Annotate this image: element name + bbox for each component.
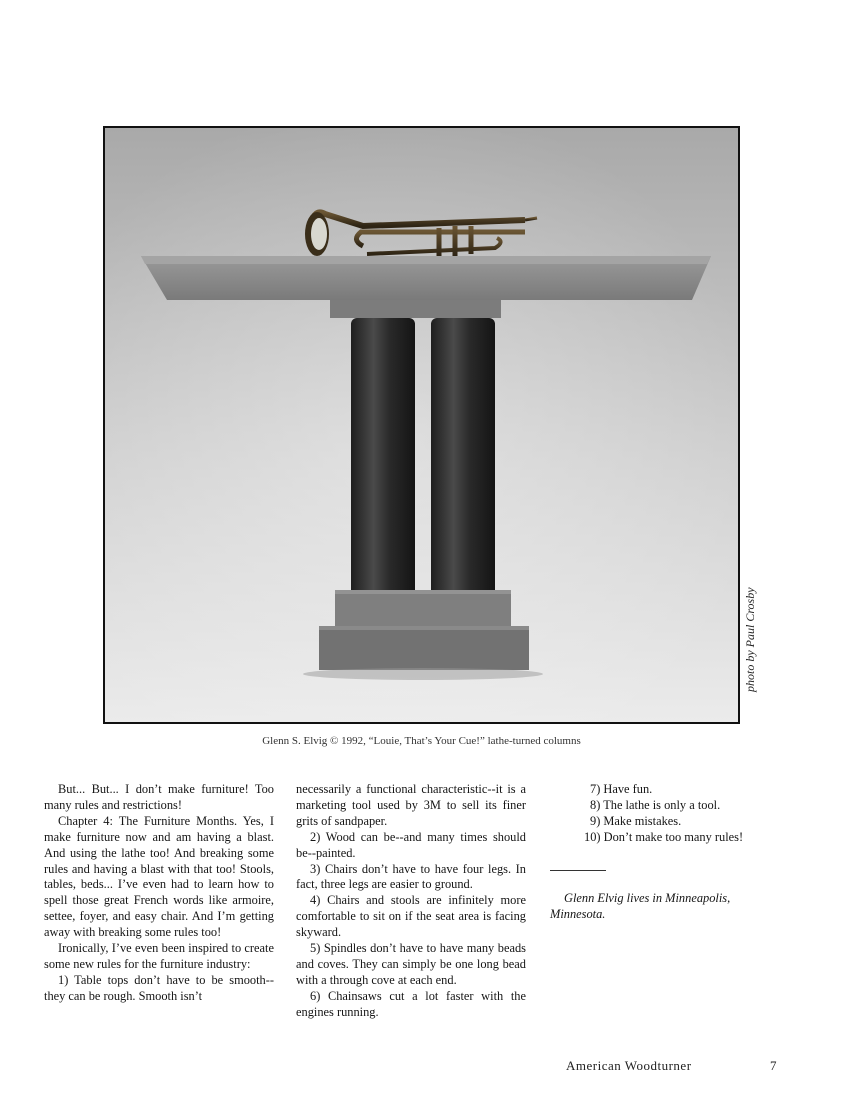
paragraph: 6) Chainsaws cut a lot faster with the engines running. [296, 988, 526, 1019]
table-apron [330, 300, 501, 318]
base-lower [319, 626, 529, 670]
column-right [431, 318, 495, 610]
paragraph: 3) Chairs don’t have to have four legs. In fact, three legs are easier to ground. [296, 861, 526, 892]
table-photo [105, 128, 738, 722]
divider [550, 870, 606, 871]
photo-frame [103, 126, 740, 724]
paragraph: 2) Wood can be--and many times should be--painted. [296, 829, 526, 860]
photo-caption: Glenn S. Elvig © 1992, “Louie, That’s Your Cue!” lathe-turned columns [262, 735, 581, 747]
article-column-3 [550, 782, 750, 922]
rule-list-item: 8) The lathe is only a tool. [590, 797, 721, 812]
page-number: 7 [770, 1058, 777, 1073]
paragraph: Chapter 4: The Furniture Months. Yes, I make furniture now and am having a blast. And using the lathe too! And breaking some rules and having a blast with that too! Stools, tables, beds... I’ve even had to learn how to spell those great French words like armoire, settee, foyer, and easy chair. And I’m getting away with breaking some rules too! [44, 813, 274, 940]
paragraph: Ironically, I’ve even been inspired to create some new rules for the furniture industry: [44, 941, 274, 971]
column-left [351, 318, 415, 610]
rule-list-item: 10) Don’t make too many rules! [584, 829, 744, 844]
paragraph: 4) Chairs and stools are infinitely more comfortable to sit on if the seat area is facing skyward. [296, 893, 526, 940]
photo-credit: photo by Paul Crosby [743, 587, 757, 692]
paragraph: necessarily a functional characteristic--it is a marketing tool used by 3M to sell its finer grits of sandpaper. [296, 782, 526, 828]
rule-list-item: 9) Make mistakes. [590, 813, 682, 828]
article-column-2 [296, 782, 526, 1021]
paragraph: 5) Spindles don’t have to have many beads and coves. They can simply be one long bead with a through cove at each end. [296, 941, 526, 987]
publication-name: American Woodturner [566, 1058, 692, 1073]
article-column-1 [44, 782, 274, 1005]
paragraph: 1) Table tops don’t have to be smooth--they can be rough. Smooth isn’t [44, 972, 274, 1003]
base-upper [335, 590, 511, 626]
author-bio: Glenn Elvig lives in Minneapolis, Minnesota. [550, 890, 731, 921]
paragraph: But... But... I don’t make furniture! Too many rules and restrictions! [44, 782, 274, 812]
rule-list-item: 7) Have fun. [590, 782, 653, 796]
